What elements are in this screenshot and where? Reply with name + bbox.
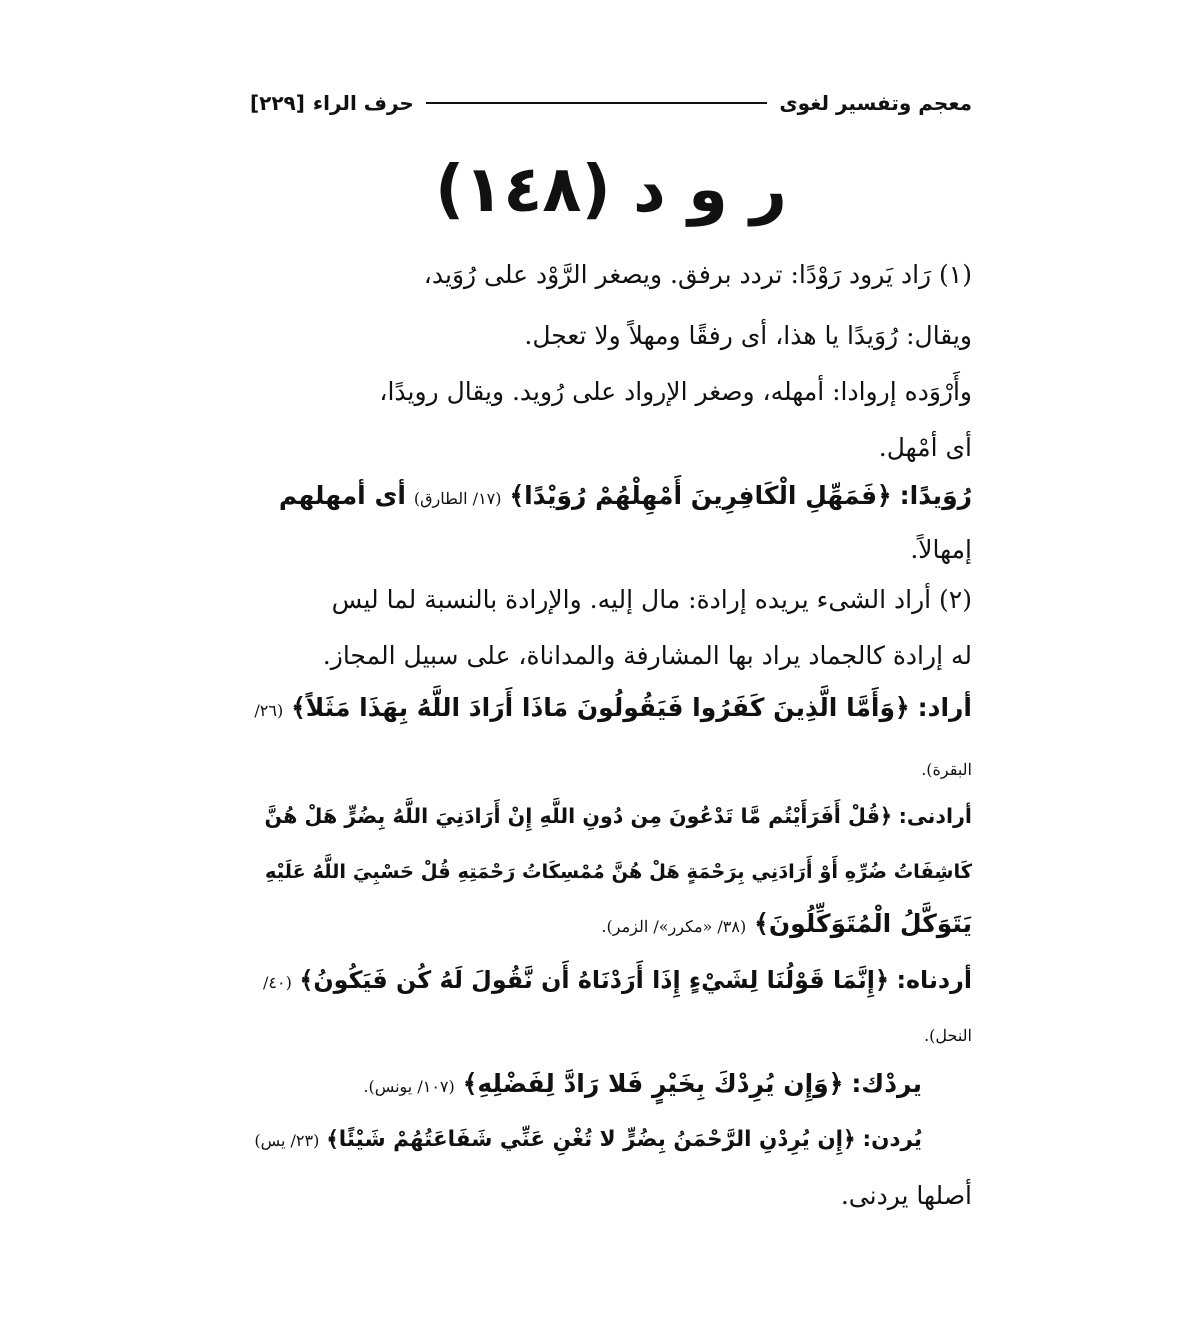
- paragraph-1-line-1: (١) رَاد يَرود رَوْدًا: تردد برفق. ويصغر الرَّوْد على رُوَيد،: [423, 260, 972, 289]
- paragraph-2-line-1: وأَرْوَده إروادا: أمهله، وصغر الإرواد على رُويد. ويقال رويدًا،: [379, 377, 972, 406]
- paragraph-3-line-1: (٢) أراد الشىء يريده إرادة: مال إليه. والإرادة بالنسبة لما ليس: [331, 585, 972, 614]
- quran-verse: ﴿وَإِن يُرِدْكَ بِخَيْرٍ فَلا رَادَّ لِفَضْلِهِ﴾: [462, 1069, 844, 1098]
- example-arada: [250, 688, 972, 731]
- example-word: رُوَيدًا:: [899, 481, 972, 510]
- example-aradnahu: [250, 960, 972, 1003]
- example-aradani-line-3: [250, 904, 972, 947]
- quran-verse: ﴿إِن يُرِدْنِ الرَّحْمَنُ بِضُرٍّ لا تُغْنِ عَنِّي شَفَاعَتُهُمْ شَيْئًا﴾: [326, 1127, 856, 1152]
- example-word: أراد:: [917, 693, 972, 722]
- example-ruwaydan-line-2: إمهالاً.: [910, 535, 972, 564]
- example-word: يردْك:: [851, 1069, 922, 1098]
- example-yuridka: [250, 1064, 922, 1107]
- paragraph-1-line-2: ويقال: رُوَيدًا يا هذا، أى رفقًا ومهلاً ولا تعجل.: [524, 321, 972, 350]
- closing-line: أصلها يردنى.: [840, 1181, 972, 1210]
- example-aradnahu-reference-end: النحل).: [924, 1026, 972, 1045]
- example-aradani-line-2: [250, 852, 972, 892]
- verse-reference: (١٠٧/ يونس).: [363, 1077, 455, 1096]
- quran-verse: ﴿قُلْ أَفَرَأَيْتُم مَّا تَدْعُونَ مِن دُونِ اللَّهِ إِنْ أَرَادَنِيَ اللَّهُ بِضُرٍّ هَلْ هُنَّ: [264, 804, 893, 828]
- verse-reference: (٤٠/: [262, 973, 292, 992]
- running-head: [250, 88, 972, 118]
- paragraph-2-line-2: أى أمْهل.: [878, 433, 972, 462]
- example-yuridni: [250, 1120, 922, 1161]
- entry-title: ر و د (١٤٨): [435, 153, 787, 227]
- example-ruwaydan: [250, 476, 972, 519]
- example-aradani-line-1: [250, 796, 972, 836]
- paragraph-3-line-2: له إرادة كالجماد يراد بها المشارفة والمداناة، على سبيل المجاز.: [322, 641, 972, 670]
- example-arada-reference-end: البقرة).: [921, 760, 972, 779]
- book-title: معجم وتفسير لغوى: [779, 91, 972, 115]
- section-name: حرف الراء: [312, 91, 414, 115]
- example-word: أردناه:: [896, 966, 972, 994]
- example-gloss: أى أمهلهم: [278, 481, 406, 510]
- example-word: أرادنى:: [898, 804, 972, 828]
- verse-reference: (١٧/ الطارق): [413, 489, 502, 508]
- quran-verse: ﴿وَأَمَّا الَّذِينَ كَفَرُوا فَيَقُولُونَ مَاذَا أَرَادَ اللَّهُ بِهَذَا مَثَلاً﴾: [291, 693, 910, 722]
- page-number: [٢٢٩]: [250, 91, 305, 115]
- example-word: يُردن:: [862, 1127, 922, 1152]
- verse-reference: (٢٦/: [254, 701, 284, 720]
- verse-reference: (٣٨/ «مكرر»/ الزمر).: [601, 917, 747, 936]
- quran-verse: ﴿فَمَهِّلِ الْكَافِرِينَ أَمْهِلْهُمْ رُوَيْدًا﴾: [509, 481, 892, 510]
- quran-verse: ﴿إِنَّمَا قَوْلُنَا لِشَيْءٍ إِذَا أَرَدْنَاهُ أَن نَّقُولَ لَهُ كُن فَيَكُونُ﴾: [299, 966, 889, 994]
- verse-reference: (٢٣/ يس): [254, 1131, 320, 1150]
- header-rule: [426, 102, 768, 104]
- quran-verse-continued: كَاشِفَاتُ ضُرِّهِ أَوْ أَرَادَنِي بِرَحْمَةٍ هَلْ هُنَّ مُمْسِكَاتُ رَحْمَتِهِ قُلْ حَسْبِيَ اللَّهُ عَلَيْهِ: [264, 860, 972, 883]
- quran-verse-end: يَتَوَكَّلُ الْمُتَوَكِّلُونَ﴾: [754, 909, 972, 938]
